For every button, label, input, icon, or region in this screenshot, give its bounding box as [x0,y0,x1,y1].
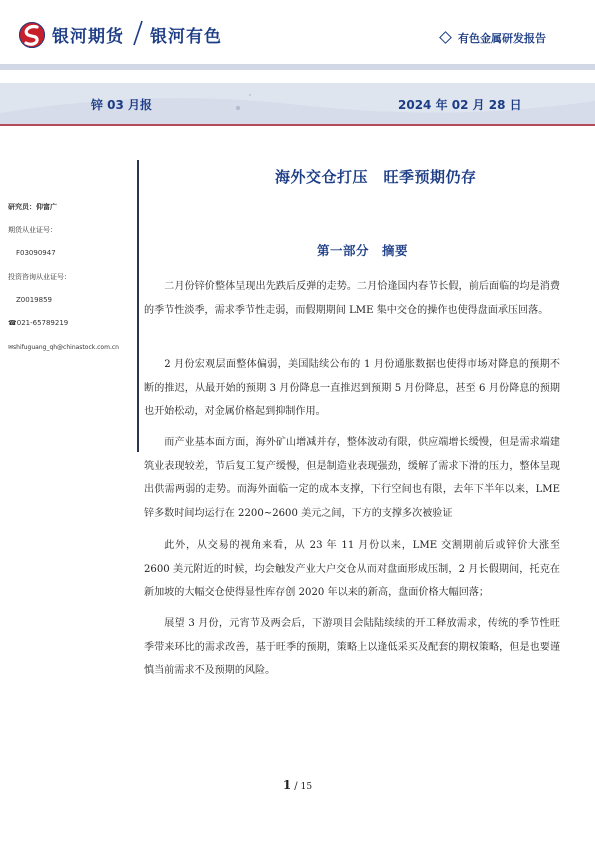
report-period: 锌 03 月报 [91,98,153,112]
header-rule [0,64,595,70]
page-separator: / [294,781,298,792]
report-date: 2024 年 02 月 28 日 [398,98,522,112]
phone-icon: ☎ [8,319,17,327]
phone-number: 021-65789219 [16,319,69,327]
brand-secondary: 银河有色 [150,27,222,47]
phone-row [8,319,68,327]
band-rule [0,124,595,126]
report-title: 海外交仓打压 旺季预期仍存 [275,168,477,186]
futures-license-label: 期货从业证号： [8,226,57,234]
paragraph-3: 而产业基本面方面，海外矿山增减并存，整体波动有限，供应端增长缓慢，但是需求端建筑业表现较差，节后复工复产缓慢，但是制造业表现强劲，缓解了需求下滑的压力，整体呈现出供需两弱的走势。而海外面临一定的成本支撑，下行空间也有限，去年下半年以来，LME 锌多数时间均运行在 2200~2600 美元之间，下方的支撑多次被验证 [144,437,560,519]
paragraph-2: 2 月份宏观层面整体偏弱，美国陆续公布的 1 月份通胀数据也使得市场对降息的预期不断的推迟，从最开始的预期 3 月份降息一直推迟到预期 5 月份降息，甚至 6 月份降息的预期也开始松动，对金属价格起到抑制作用。 [144,359,560,417]
report-type-label: 有色金属研发报告 [458,32,546,45]
sidebar-divider [137,160,139,452]
advisory-license-label: 投资咨询从业证号： [8,273,71,281]
brand-divider-slash [132,19,144,47]
brand-primary: 银河期货 [52,27,124,47]
email-icon: ✉ [8,344,14,351]
total-pages: 15 [300,782,313,792]
futures-license-number: F03090947 [16,249,56,257]
page-indicator [0,774,595,793]
email-row [8,344,119,351]
paragraph-1: 二月份锌价整体呈现出先跌后反弹的走势。二月恰逢国内春节长假，前后面临的均是消费的季节性淡季，需求季节性走弱，而假期期间 LME 集中交仓的操作也使得盘面承压回落。 [144,281,560,316]
section-heading: 第一部分 摘要 [317,243,409,258]
paragraph-4: 此外，从交易的视角来看，从 23 年 11 月份以来，LME 交割期前后或锌价大涨至 2600 美元附近的时候，均会触发产业大户交仓从而对盘面形成压制，2 月长假期间，托克在新加坡的大幅交仓使得显性库存创 2020 年以来的新高，盘面价格大幅回落； [144,540,560,598]
diamond-icon [439,31,452,44]
paragraph-5: 展望 3 月份，元宵节及两会后，下游项目会陆陆续续的开工释放需求，传统的季节性旺季带来环比的需求改善，基于旺季的预期，策略上以逢低采买及配套的期权策略，但是也要谨慎当前需求不及预期的风险。 [144,618,560,676]
email-address[interactable]: shifuguang_qh@chinastock.com.cn [13,344,119,351]
researcher-name: 研究员：仰富广 [8,203,57,211]
galaxy-futures-logo-icon [18,21,46,49]
advisory-license-number: Z0019859 [16,296,52,304]
current-page: 1 [282,778,292,792]
